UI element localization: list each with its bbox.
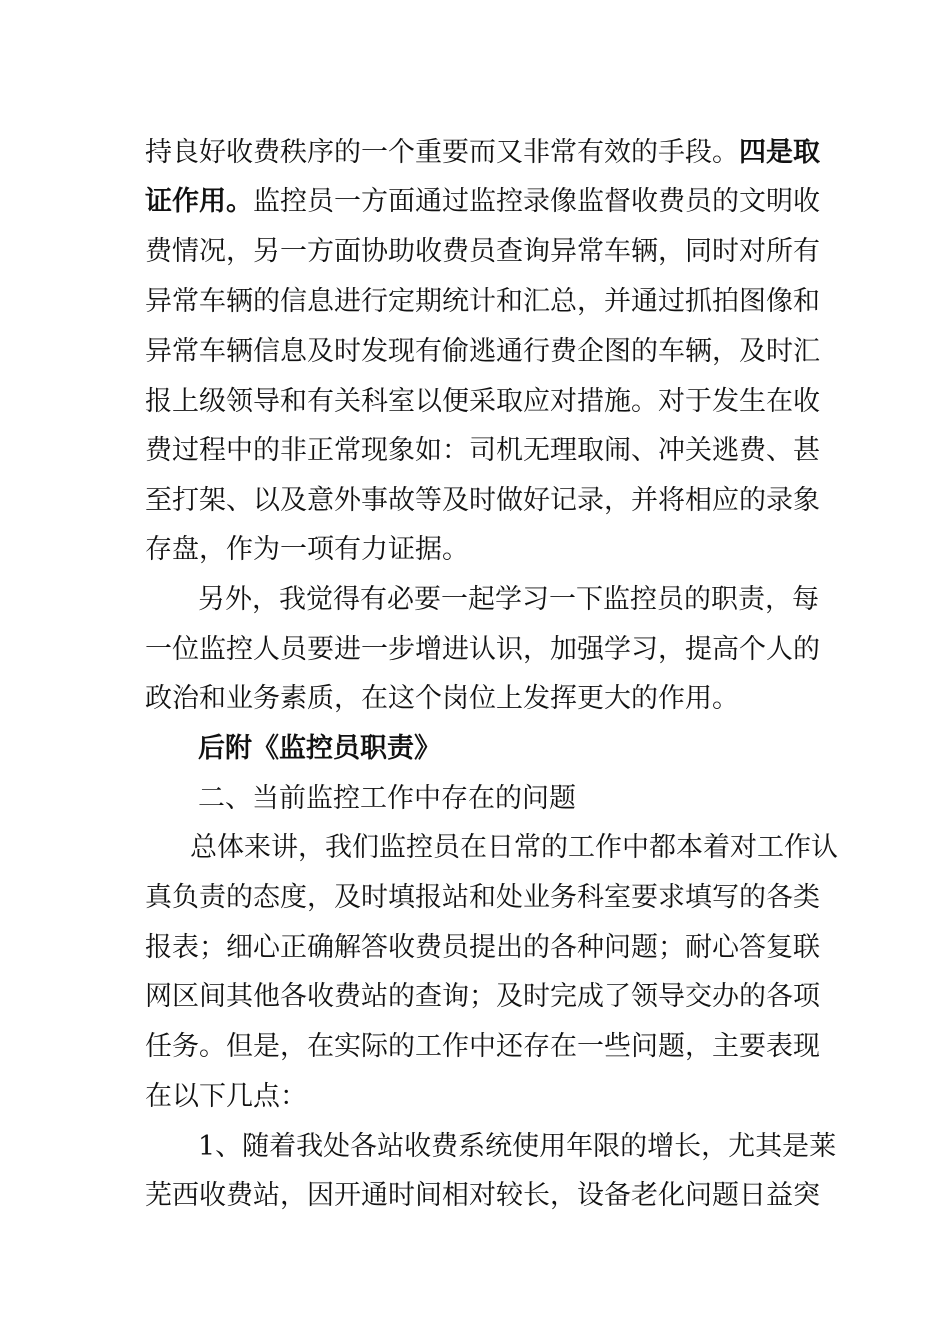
paragraph-line: 存盘，作为一项有力证据。 <box>145 534 469 565</box>
bold-text-run: 四是取 <box>739 137 820 168</box>
paragraph-line: 费情况，另一方面协助收费员查询异常车辆，同时对所有 <box>145 236 820 267</box>
paragraph-line: 在以下几点： <box>145 1081 307 1112</box>
paragraph-line: 一位监控人员要进一步增进认识，加强学习，提高个人的 <box>145 634 820 665</box>
paragraph-line: 芜西收费站，因开通时间相对较长，设备老化问题日益突 <box>145 1180 820 1211</box>
bold-text-run: 证作用。 <box>145 186 253 217</box>
paragraph-line: 网区间其他各收费站的查询；及时完成了领导交办的各项 <box>145 981 820 1012</box>
paragraph-line: 费过程中的非正常现象如：司机无理取闹、冲关逃费、甚 <box>145 435 820 466</box>
paragraph-line: 政治和业务素质，在这个岗位上发挥更大的作用。 <box>145 683 739 714</box>
paragraph-line: 报表；细心正确解答收费员提出的各种问题；耐心答复联 <box>145 932 820 963</box>
paragraph-line: 另外，我觉得有必要一起学习一下监控员的职责，每 <box>198 584 819 615</box>
paragraph-line: 异常车辆的信息进行定期统计和汇总，并通过抓拍图像和 <box>145 286 820 317</box>
paragraph-line: 真负责的态度，及时填报站和处业务科室要求填写的各类 <box>145 882 820 913</box>
text-run: 持良好收费秩序的一个重要而又非常有效的手段。 <box>145 137 739 168</box>
section-heading: 二、当前监控工作中存在的问题 <box>198 783 576 814</box>
paragraph-line: 报上级领导和有关科室以便采取应对措施。对于发生在收 <box>145 386 820 417</box>
text-run: 监控员一方面通过监控录像监督收费员的文明收 <box>253 186 820 217</box>
paragraph-line: 异常车辆信息及时发现有偷逃通行费企图的车辆，及时汇 <box>145 336 820 367</box>
paragraph-line: 任务。但是，在实际的工作中还存在一些问题，主要表现 <box>145 1031 820 1062</box>
paragraph-line <box>145 133 820 173</box>
paragraph-line: 总体来讲，我们监控员在日常的工作中都本着对工作认 <box>190 832 838 863</box>
paragraph-line: 1、随着我处各站收费系统使用年限的增长，尤其是莱 <box>198 1131 837 1162</box>
paragraph-line: 至打架、以及意外事故等及时做好记录，并将相应的录象 <box>145 485 820 516</box>
appendix-heading: 后附《监控员职责》 <box>198 733 441 764</box>
paragraph-line <box>145 182 820 222</box>
